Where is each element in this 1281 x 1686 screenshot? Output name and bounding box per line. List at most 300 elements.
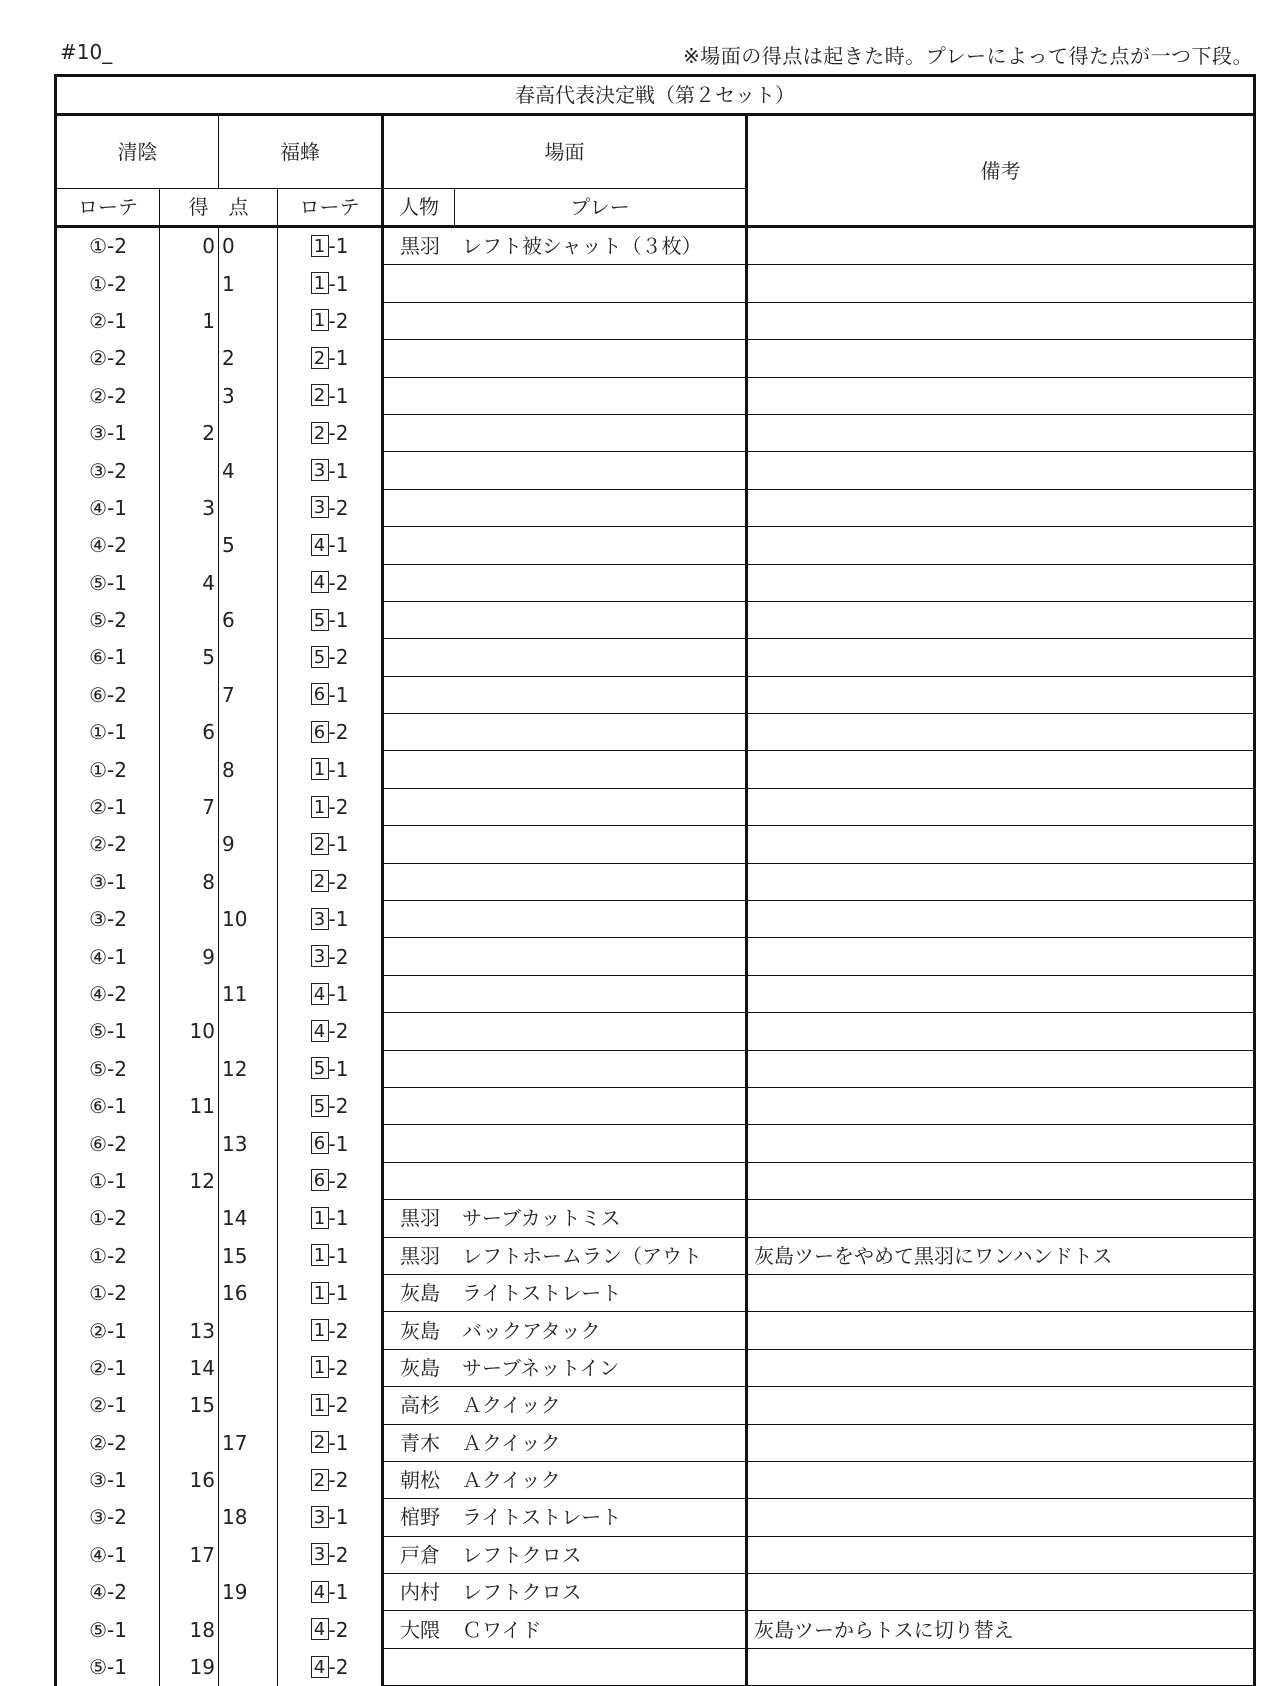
table-row bbox=[56, 751, 1255, 788]
rotation-a: ③-1 bbox=[56, 863, 160, 900]
table-row bbox=[56, 1013, 1255, 1050]
rotation-a: ④-1 bbox=[56, 1536, 160, 1573]
remarks-cell bbox=[747, 1424, 1255, 1461]
scene-cell bbox=[383, 1611, 747, 1648]
rotation-b bbox=[278, 1050, 383, 1087]
score-b: 2 bbox=[219, 340, 278, 377]
rotation-a: ⑤-1 bbox=[56, 564, 160, 601]
remarks-cell bbox=[747, 639, 1255, 676]
rotation-b-number: 4 bbox=[311, 571, 329, 593]
rotation-b bbox=[278, 1087, 383, 1124]
score-a: 8 bbox=[160, 863, 219, 900]
rotation-b-number: 3 bbox=[311, 1543, 329, 1565]
rotation-b-suffix: -2 bbox=[328, 944, 349, 969]
table-row bbox=[56, 377, 1255, 414]
score-a bbox=[160, 1274, 219, 1311]
score-a: 2 bbox=[160, 414, 219, 451]
table-row bbox=[56, 1461, 1255, 1498]
rotation-b-suffix: -1 bbox=[328, 1131, 349, 1156]
scene-cell bbox=[383, 227, 747, 265]
rotation-b bbox=[278, 1611, 383, 1648]
score-b: 11 bbox=[219, 975, 278, 1012]
scene-cell bbox=[383, 1237, 747, 1274]
table-row bbox=[56, 227, 1255, 265]
scene-cell bbox=[383, 751, 747, 788]
rotation-b bbox=[278, 1013, 383, 1050]
scene-play: レフト被シャット（３枚） bbox=[462, 234, 702, 259]
score-a bbox=[160, 377, 219, 414]
rotation-b-number: 1 bbox=[311, 272, 329, 294]
scene-cell bbox=[383, 489, 747, 526]
scene-cell bbox=[383, 1461, 747, 1498]
rotation-a: ①-2 bbox=[56, 1237, 160, 1274]
score-b: 14 bbox=[219, 1200, 278, 1237]
table-row bbox=[56, 340, 1255, 377]
rotation-b-suffix: -2 bbox=[328, 1468, 349, 1493]
scene-cell bbox=[383, 1162, 747, 1199]
rotation-b-number: 5 bbox=[311, 1095, 329, 1117]
remarks-cell bbox=[747, 1387, 1255, 1424]
rotation-b-number: 1 bbox=[311, 1319, 329, 1341]
table-row bbox=[56, 1162, 1255, 1199]
rotation-b-suffix: -2 bbox=[328, 720, 349, 745]
rotation-b-suffix: -1 bbox=[328, 1206, 349, 1231]
rotation-b-number: 1 bbox=[311, 1394, 329, 1416]
table-row bbox=[56, 1387, 1255, 1424]
rotation-a: ③-2 bbox=[56, 1499, 160, 1536]
rotation-a: ②-1 bbox=[56, 1349, 160, 1386]
rotation-a: ③-2 bbox=[56, 452, 160, 489]
table-title: 春高代表決定戦（第２セット） bbox=[56, 76, 1255, 115]
scene-cell bbox=[383, 714, 747, 751]
scene-play: レフトホームラン（アウト bbox=[462, 1243, 702, 1268]
rotation-a: ①-1 bbox=[56, 714, 160, 751]
score-a bbox=[160, 826, 219, 863]
rotation-b-number: 4 bbox=[311, 1020, 329, 1042]
person-header: 人物 bbox=[383, 189, 455, 227]
rotation-a: ⑤-2 bbox=[56, 1050, 160, 1087]
remarks-cell: 灰島ツーからトスに切り替え bbox=[747, 1611, 1255, 1648]
score-a bbox=[160, 1050, 219, 1087]
rotation-b-suffix: -1 bbox=[328, 907, 349, 932]
score-a: 9 bbox=[160, 938, 219, 975]
rotation-b-number: 4 bbox=[311, 1581, 329, 1603]
rotation-b-suffix: -2 bbox=[328, 1355, 349, 1380]
table-row bbox=[56, 1424, 1255, 1461]
remarks-cell bbox=[747, 302, 1255, 339]
table-row bbox=[56, 601, 1255, 638]
remarks-cell bbox=[747, 975, 1255, 1012]
score-b bbox=[219, 1087, 278, 1124]
rotation-b bbox=[278, 676, 383, 713]
scene-cell bbox=[383, 901, 747, 938]
rotation-b-number: 1 bbox=[311, 235, 329, 257]
scene-play: ライトストレート bbox=[462, 1281, 622, 1306]
rotation-b-number: 6 bbox=[311, 683, 329, 705]
table-row bbox=[56, 975, 1255, 1012]
remarks-cell bbox=[747, 1349, 1255, 1386]
score-b: 7 bbox=[219, 676, 278, 713]
rotation-b-suffix: -1 bbox=[328, 271, 349, 296]
rotation-b-suffix: -1 bbox=[328, 533, 349, 558]
team-a-header: 清陰 bbox=[56, 115, 219, 189]
remarks-cell bbox=[747, 489, 1255, 526]
scene-cell bbox=[383, 1125, 747, 1162]
rotation-b-number: 5 bbox=[311, 1057, 329, 1079]
rotation-b-suffix: -2 bbox=[328, 1019, 349, 1044]
rotation-a-header: ローテ bbox=[56, 189, 160, 227]
rotation-b bbox=[278, 863, 383, 900]
remarks-cell bbox=[747, 1312, 1255, 1349]
rotation-a: ①-2 bbox=[56, 1200, 160, 1237]
score-b: 17 bbox=[219, 1424, 278, 1461]
scene-cell bbox=[383, 938, 747, 975]
rotation-b-number: 2 bbox=[311, 1431, 329, 1453]
rotation-b-number: 2 bbox=[311, 1469, 329, 1491]
score-a: 7 bbox=[160, 788, 219, 825]
score-b bbox=[219, 1387, 278, 1424]
score-b: 9 bbox=[219, 826, 278, 863]
rotation-a: ③-2 bbox=[56, 901, 160, 938]
rotation-b bbox=[278, 564, 383, 601]
scene-cell bbox=[383, 1387, 747, 1424]
rotation-b-suffix: -2 bbox=[328, 1393, 349, 1418]
remarks-cell bbox=[747, 265, 1255, 302]
table-row bbox=[56, 938, 1255, 975]
remarks-cell bbox=[747, 1050, 1255, 1087]
remarks-cell bbox=[747, 676, 1255, 713]
rotation-b-number: 1 bbox=[311, 1207, 329, 1229]
scene-cell bbox=[383, 676, 747, 713]
rotation-b-number: 2 bbox=[311, 347, 329, 369]
scene-play: サーブネットイン bbox=[462, 1355, 620, 1380]
rotation-b-number: 3 bbox=[311, 908, 329, 930]
scene-cell bbox=[383, 1536, 747, 1573]
table-row bbox=[56, 1125, 1255, 1162]
scene-cell bbox=[383, 863, 747, 900]
scene-play: バックアタック bbox=[462, 1318, 601, 1343]
remarks-cell bbox=[747, 826, 1255, 863]
rotation-b bbox=[278, 1499, 383, 1536]
rotation-b-suffix: -2 bbox=[328, 1094, 349, 1119]
score-b bbox=[219, 489, 278, 526]
score-a: 12 bbox=[160, 1162, 219, 1199]
rotation-a: ⑥-1 bbox=[56, 1087, 160, 1124]
table-row bbox=[56, 1536, 1255, 1573]
remarks-cell bbox=[747, 751, 1255, 788]
rotation-a: ⑤-1 bbox=[56, 1013, 160, 1050]
scene-cell bbox=[383, 340, 747, 377]
scene-person: 青木 bbox=[400, 1430, 440, 1455]
rotation-b-number: 3 bbox=[311, 945, 329, 967]
rotation-b-suffix: -2 bbox=[328, 869, 349, 894]
score-a bbox=[160, 1125, 219, 1162]
scene-cell bbox=[383, 1349, 747, 1386]
score-a bbox=[160, 901, 219, 938]
rotation-a: ③-1 bbox=[56, 1461, 160, 1498]
rotation-b-number: 1 bbox=[311, 758, 329, 780]
score-a: 1 bbox=[160, 302, 219, 339]
table-row bbox=[56, 639, 1255, 676]
rotation-b-number: 3 bbox=[311, 496, 329, 518]
score-b bbox=[219, 1648, 278, 1685]
score-a: 3 bbox=[160, 489, 219, 526]
rotation-b bbox=[278, 938, 383, 975]
scene-person: 黒羽 bbox=[400, 234, 440, 259]
scene-header: 場面 bbox=[383, 115, 747, 189]
score-b: 0 bbox=[219, 227, 278, 265]
rotation-b bbox=[278, 714, 383, 751]
score-a bbox=[160, 676, 219, 713]
rotation-b-suffix: -2 bbox=[328, 421, 349, 446]
rotation-b-number: 4 bbox=[311, 534, 329, 556]
rotation-a: ⑤-2 bbox=[56, 601, 160, 638]
table-row bbox=[56, 1574, 1255, 1611]
rotation-a: ⑥-2 bbox=[56, 1125, 160, 1162]
rotation-b bbox=[278, 1274, 383, 1311]
remarks-cell bbox=[747, 1125, 1255, 1162]
score-header: 得 点 bbox=[160, 189, 278, 227]
score-a: 4 bbox=[160, 564, 219, 601]
rotation-a: ⑥-1 bbox=[56, 639, 160, 676]
rotation-b-number: 2 bbox=[311, 833, 329, 855]
scene-person: 黒羽 bbox=[400, 1206, 440, 1231]
rotation-b-number: 6 bbox=[311, 721, 329, 743]
remarks-cell bbox=[747, 1162, 1255, 1199]
remarks-cell bbox=[747, 863, 1255, 900]
remarks-cell bbox=[747, 227, 1255, 265]
rotation-b-suffix: -2 bbox=[328, 1168, 349, 1193]
play-header: プレー bbox=[455, 189, 747, 227]
scene-cell bbox=[383, 975, 747, 1012]
score-b: 10 bbox=[219, 901, 278, 938]
rotation-b-number: 2 bbox=[311, 422, 329, 444]
scene-cell bbox=[383, 377, 747, 414]
score-b bbox=[219, 1536, 278, 1573]
scene-play: Ａクイック bbox=[462, 1468, 561, 1493]
scene-cell bbox=[383, 1050, 747, 1087]
score-a bbox=[160, 452, 219, 489]
rotation-b-number: 4 bbox=[311, 983, 329, 1005]
table-row bbox=[56, 788, 1255, 825]
rotation-b bbox=[278, 788, 383, 825]
scene-cell bbox=[383, 601, 747, 638]
rotation-b-number: 6 bbox=[311, 1132, 329, 1154]
table-row bbox=[56, 414, 1255, 451]
rotation-a: ②-1 bbox=[56, 788, 160, 825]
rotation-b-number: 1 bbox=[311, 796, 329, 818]
rotation-b bbox=[278, 265, 383, 302]
score-a bbox=[160, 1200, 219, 1237]
scene-cell bbox=[383, 452, 747, 489]
remarks-cell bbox=[747, 452, 1255, 489]
score-a: 15 bbox=[160, 1387, 219, 1424]
scene-play: レフトクロス bbox=[462, 1580, 582, 1605]
remarks-cell bbox=[747, 714, 1255, 751]
scene-cell bbox=[383, 1274, 747, 1311]
rotation-b-suffix: -1 bbox=[328, 458, 349, 483]
rotation-b-suffix: -2 bbox=[328, 645, 349, 670]
score-a bbox=[160, 265, 219, 302]
rotation-b-suffix: -1 bbox=[328, 757, 349, 782]
score-a bbox=[160, 527, 219, 564]
remarks-cell bbox=[747, 938, 1255, 975]
remarks-cell bbox=[747, 1274, 1255, 1311]
rotation-b-suffix: -1 bbox=[328, 608, 349, 633]
table-row bbox=[56, 1312, 1255, 1349]
remarks-cell bbox=[747, 340, 1255, 377]
score-a: 14 bbox=[160, 1349, 219, 1386]
rotation-b bbox=[278, 1312, 383, 1349]
scene-cell bbox=[383, 414, 747, 451]
remarks-cell bbox=[747, 1087, 1255, 1124]
rotation-b-number: 6 bbox=[311, 1169, 329, 1191]
rotation-a: ②-2 bbox=[56, 377, 160, 414]
score-b bbox=[219, 1349, 278, 1386]
rotation-a: ⑤-1 bbox=[56, 1648, 160, 1685]
score-b bbox=[219, 1013, 278, 1050]
rotation-a: ①-2 bbox=[56, 1274, 160, 1311]
score-b: 6 bbox=[219, 601, 278, 638]
score-a bbox=[160, 975, 219, 1012]
rotation-b-suffix: -1 bbox=[328, 832, 349, 857]
score-b: 5 bbox=[219, 527, 278, 564]
rotation-b-number: 3 bbox=[311, 1506, 329, 1528]
rotation-b bbox=[278, 1461, 383, 1498]
rotation-b-number: 1 bbox=[311, 1356, 329, 1378]
score-b: 15 bbox=[219, 1237, 278, 1274]
scene-cell bbox=[383, 1312, 747, 1349]
rotation-b bbox=[278, 377, 383, 414]
rotation-a: ②-1 bbox=[56, 1312, 160, 1349]
rotation-b-suffix: -1 bbox=[328, 234, 349, 259]
score-b bbox=[219, 302, 278, 339]
rotation-a: ①-2 bbox=[56, 265, 160, 302]
table-row bbox=[56, 564, 1255, 601]
rotation-b bbox=[278, 1200, 383, 1237]
scene-cell bbox=[383, 564, 747, 601]
rotation-a: ①-2 bbox=[56, 751, 160, 788]
rotation-b-suffix: -1 bbox=[328, 346, 349, 371]
score-a bbox=[160, 1499, 219, 1536]
table-row bbox=[56, 1648, 1255, 1685]
rotation-a: ④-2 bbox=[56, 975, 160, 1012]
rotation-a: ③-1 bbox=[56, 414, 160, 451]
scene-person: 高杉 bbox=[400, 1393, 440, 1418]
rotation-b bbox=[278, 1162, 383, 1199]
score-b bbox=[219, 564, 278, 601]
rotation-b-suffix: -2 bbox=[328, 495, 349, 520]
score-sheet-table bbox=[54, 74, 1256, 1686]
score-a bbox=[160, 1424, 219, 1461]
scene-play: サーブカットミス bbox=[462, 1206, 621, 1231]
scene-person: 戸倉 bbox=[400, 1542, 440, 1567]
scene-cell bbox=[383, 1574, 747, 1611]
score-b: 3 bbox=[219, 377, 278, 414]
remarks-cell bbox=[747, 1200, 1255, 1237]
rotation-b bbox=[278, 1536, 383, 1573]
rotation-a: ①-2 bbox=[56, 227, 160, 265]
team-b-header: 福蜂 bbox=[219, 115, 383, 189]
rotation-b bbox=[278, 452, 383, 489]
score-a: 6 bbox=[160, 714, 219, 751]
rotation-a: ②-2 bbox=[56, 1424, 160, 1461]
scene-play: ライトストレート bbox=[462, 1505, 622, 1530]
remarks-cell bbox=[747, 1574, 1255, 1611]
scene-cell bbox=[383, 1200, 747, 1237]
rotation-b-number: 3 bbox=[311, 459, 329, 481]
score-a: 19 bbox=[160, 1648, 219, 1685]
rotation-b-suffix: -1 bbox=[328, 982, 349, 1006]
table-row bbox=[56, 676, 1255, 713]
scene-cell bbox=[383, 1424, 747, 1461]
scene-play: Ａクイック bbox=[462, 1393, 561, 1418]
rotation-b-number: 4 bbox=[311, 1656, 329, 1678]
rotation-b-number: 1 bbox=[311, 309, 329, 331]
rotation-b-number: 5 bbox=[311, 646, 329, 668]
rotation-b bbox=[278, 227, 383, 265]
score-a bbox=[160, 1574, 219, 1611]
scene-person: 棺野 bbox=[400, 1505, 440, 1530]
scene-person: 灰島 bbox=[400, 1355, 440, 1380]
rotation-b bbox=[278, 527, 383, 564]
rotation-b-number: 1 bbox=[311, 1244, 329, 1266]
rotation-b bbox=[278, 826, 383, 863]
rotation-b-suffix: -1 bbox=[328, 1056, 349, 1081]
score-b: 8 bbox=[219, 751, 278, 788]
score-b bbox=[219, 414, 278, 451]
table-row bbox=[56, 901, 1255, 938]
score-a: 18 bbox=[160, 1611, 219, 1648]
score-a bbox=[160, 340, 219, 377]
score-b bbox=[219, 1312, 278, 1349]
score-b: 18 bbox=[219, 1499, 278, 1536]
table-row bbox=[56, 1200, 1255, 1237]
score-a bbox=[160, 1237, 219, 1274]
rotation-b-number: 1 bbox=[311, 1282, 329, 1304]
table-row bbox=[56, 489, 1255, 526]
scene-cell bbox=[383, 826, 747, 863]
table-row bbox=[56, 1274, 1255, 1311]
rotation-b bbox=[278, 302, 383, 339]
rotation-b-suffix: -2 bbox=[328, 1542, 349, 1567]
score-a: 16 bbox=[160, 1461, 219, 1498]
rotation-b bbox=[278, 1648, 383, 1685]
table-row bbox=[56, 1611, 1255, 1648]
rotation-b bbox=[278, 340, 383, 377]
rotation-a: ②-1 bbox=[56, 1387, 160, 1424]
rotation-b bbox=[278, 1424, 383, 1461]
remarks-cell bbox=[747, 1013, 1255, 1050]
rotation-a: ④-2 bbox=[56, 527, 160, 564]
scene-cell bbox=[383, 1499, 747, 1536]
rotation-b bbox=[278, 1387, 383, 1424]
header-note: ※場面の得点は起きた時。プレーによって得た点が一つ下段。 bbox=[683, 44, 1253, 68]
scene-play: レフトクロス bbox=[462, 1542, 582, 1567]
score-a: 13 bbox=[160, 1312, 219, 1349]
score-a bbox=[160, 601, 219, 638]
rotation-a: ⑤-1 bbox=[56, 1611, 160, 1648]
rotation-b-suffix: -1 bbox=[328, 1430, 349, 1455]
rotation-b-suffix: -1 bbox=[328, 682, 349, 707]
scene-person: 灰島 bbox=[400, 1318, 440, 1343]
score-b bbox=[219, 863, 278, 900]
score-a: 5 bbox=[160, 639, 219, 676]
score-b bbox=[219, 1461, 278, 1498]
rotation-a: ①-1 bbox=[56, 1162, 160, 1199]
document-id: #10_ bbox=[60, 40, 113, 64]
table-row bbox=[56, 265, 1255, 302]
